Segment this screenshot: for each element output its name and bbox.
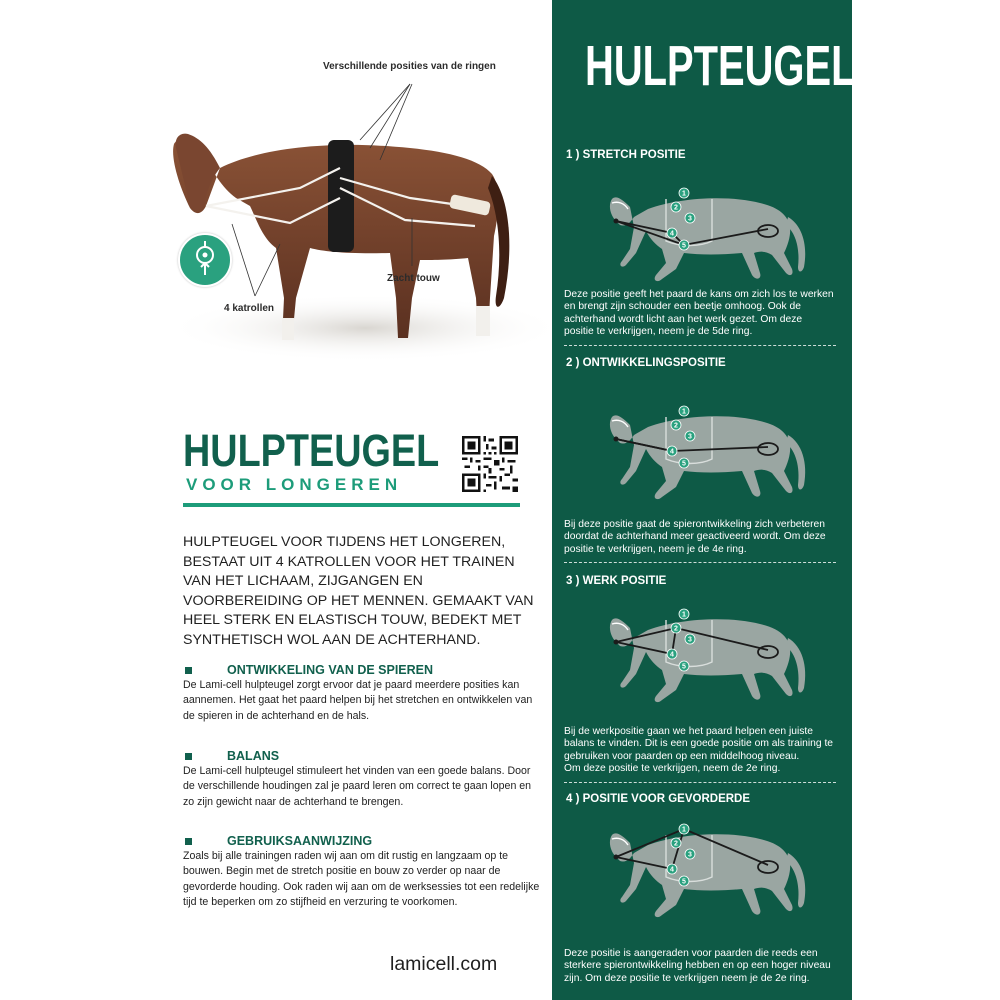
ring-number-badge xyxy=(679,609,689,619)
svg-text:1: 1 xyxy=(682,826,686,834)
ring-number-badge xyxy=(667,228,677,238)
svg-text:4: 4 xyxy=(670,448,674,456)
step-description: Bij deze positie gaat de spierontwikkeling zich verbeteren doordat de achterhand meer geactiveerd wordt. Om deze positie te verkrijgen, neem je de 4e ring. xyxy=(564,519,826,555)
ring-number-badge xyxy=(671,623,681,633)
svg-text:2: 2 xyxy=(674,840,678,848)
section-heading: GEBRUIKSAANWIJZING xyxy=(227,834,373,848)
step-description: Deze positie is aangeraden voor paarden die reeds een sterkere spierontwikkeling hebben en op een hoger niveau zijn. Om deze positie te verkrijgen neem je de 2e ring. xyxy=(564,948,831,984)
section-heading: BALANS xyxy=(227,749,280,763)
section-body: De Lami-cell hulpteugel stimuleert het vinden van een goede balans. Door de verschillende houdingen zal je paard leren om correct te gaan lopen en zo zijn gewicht naar de achterhand te brengen. xyxy=(183,765,532,808)
step-divider xyxy=(564,345,836,346)
ring-number-badge xyxy=(671,420,681,430)
step-description: Bij de werkpositie gaan we het paard helpen een juiste balans te vinden. Dit is een goede positie om als training te gebruiken voor paarden op een middelhoog niveau. Om deze positie te verkrijgen, neem de 2e ring. xyxy=(564,726,834,774)
step-label: 2 ) ONTWIKKELINGSPOSITIE xyxy=(566,357,726,369)
svg-text:3: 3 xyxy=(688,851,692,859)
horse-silhouette-icon xyxy=(600,169,815,287)
ring-number-badge xyxy=(679,824,689,834)
svg-text:4: 4 xyxy=(670,230,674,238)
callout-ring-positions: Verschillende posities van de ringen xyxy=(323,61,496,72)
section-instructions xyxy=(183,833,543,911)
panel-title: HULPTEUGELS xyxy=(585,34,883,98)
horse-silhouette-icon xyxy=(600,805,815,923)
ring-number-badge xyxy=(685,431,695,441)
svg-text:5: 5 xyxy=(682,460,686,468)
ring-number-badge xyxy=(667,446,677,456)
svg-text:5: 5 xyxy=(682,878,686,886)
svg-text:3: 3 xyxy=(688,433,692,441)
ring-number-badge xyxy=(679,406,689,416)
ring-number-badge xyxy=(667,864,677,874)
product-subtitle: VOOR LONGEREN xyxy=(186,475,403,494)
positions-panel xyxy=(552,0,883,1000)
step-divider xyxy=(564,782,836,783)
svg-text:1: 1 xyxy=(682,611,686,619)
step-divider xyxy=(564,562,836,563)
svg-text:3: 3 xyxy=(688,215,692,223)
svg-text:2: 2 xyxy=(674,625,678,633)
svg-text:2: 2 xyxy=(674,204,678,212)
horse-silhouette-icon xyxy=(600,387,815,505)
svg-text:2: 2 xyxy=(674,422,678,430)
ring-number-badge xyxy=(685,634,695,644)
callout-pulleys: 4 katrollen xyxy=(224,303,275,314)
section-heading: ONTWIKKELING VAN DE SPIEREN xyxy=(227,663,434,677)
product-title: HULPTEUGEL xyxy=(183,425,440,476)
qr-code[interactable] xyxy=(462,436,518,492)
section-body: Zoals bij alle trainingen raden wij aan om dit rustig en langzaam op te bouwen. Begin met de stretch positie en bouw zo verder op naar de gevorderde houding. Ook raden wij aan om de werksessies tot een redelijke tijd te beperken om zo stijfheid en verzuring te voorkomen. xyxy=(183,850,540,909)
ring-number-badge xyxy=(679,661,689,671)
step-label: 3 ) WERK POSITIE xyxy=(566,575,667,587)
horse-silhouette-icon xyxy=(600,590,815,708)
ring-number-badge xyxy=(679,458,689,468)
svg-text:1: 1 xyxy=(682,408,686,416)
svg-text:5: 5 xyxy=(682,663,686,671)
svg-text:1: 1 xyxy=(682,190,686,198)
ring-number-badge xyxy=(667,649,677,659)
section-muscle-development xyxy=(183,662,543,724)
pulley-badge-icon xyxy=(178,233,232,287)
step-label: 1 ) STRETCH POSITIE xyxy=(566,149,686,161)
ring-number-badge xyxy=(685,849,695,859)
step-label: 4 ) POSITIE VOOR GEVORDERDE xyxy=(566,793,751,805)
horse-photo xyxy=(150,48,550,368)
ring-number-badge xyxy=(671,202,681,212)
ring-number-badge xyxy=(679,240,689,250)
ring-number-badge xyxy=(679,876,689,886)
section-body: De Lami-cell hulpteugel zorgt ervoor dat je paard meerdere posities kan aannemen. Het gaat het paard helpen bij het stretchen en ontwikkelen van de spieren in de achterhand en de hals. xyxy=(183,679,533,722)
callout-soft-rope: Zacht touw xyxy=(387,273,440,284)
bullet-icon xyxy=(185,753,192,760)
ring-number-badge xyxy=(685,213,695,223)
product-intro: HULPTEUGEL VOOR TIJDENS HET LONGEREN, BESTAAT UIT 4 KATROLLEN VOOR HET TRAINEN VAN HET LICHAAM, ZIJGANGEN EN VOORBEREIDING OP HET MENNEN. GEMAAKT VAN HEEL STERK EN ELASTISCH TOUW, BEDEKT MET SYNTHETISCH WOL AAN DE ACHTERHAND. xyxy=(183,534,534,648)
title-divider xyxy=(183,503,520,507)
step-description: Deze positie geeft het paard de kans om zich los te werken en brengt zijn schouder een beetje omhoog. Ook de achterhand wordt licht aan het werk gezet. Om deze positie te verkrijgen, neem je de 5de ring. xyxy=(564,289,834,337)
ring-number-badge xyxy=(671,838,681,848)
website-link[interactable]: lamicell.com xyxy=(390,953,498,975)
bullet-icon xyxy=(185,838,192,845)
bullet-icon xyxy=(185,667,192,674)
section-balance xyxy=(183,748,543,810)
svg-text:5: 5 xyxy=(682,242,686,250)
svg-text:4: 4 xyxy=(670,651,674,659)
ring-number-badge xyxy=(679,188,689,198)
svg-text:3: 3 xyxy=(688,636,692,644)
svg-text:4: 4 xyxy=(670,866,674,874)
